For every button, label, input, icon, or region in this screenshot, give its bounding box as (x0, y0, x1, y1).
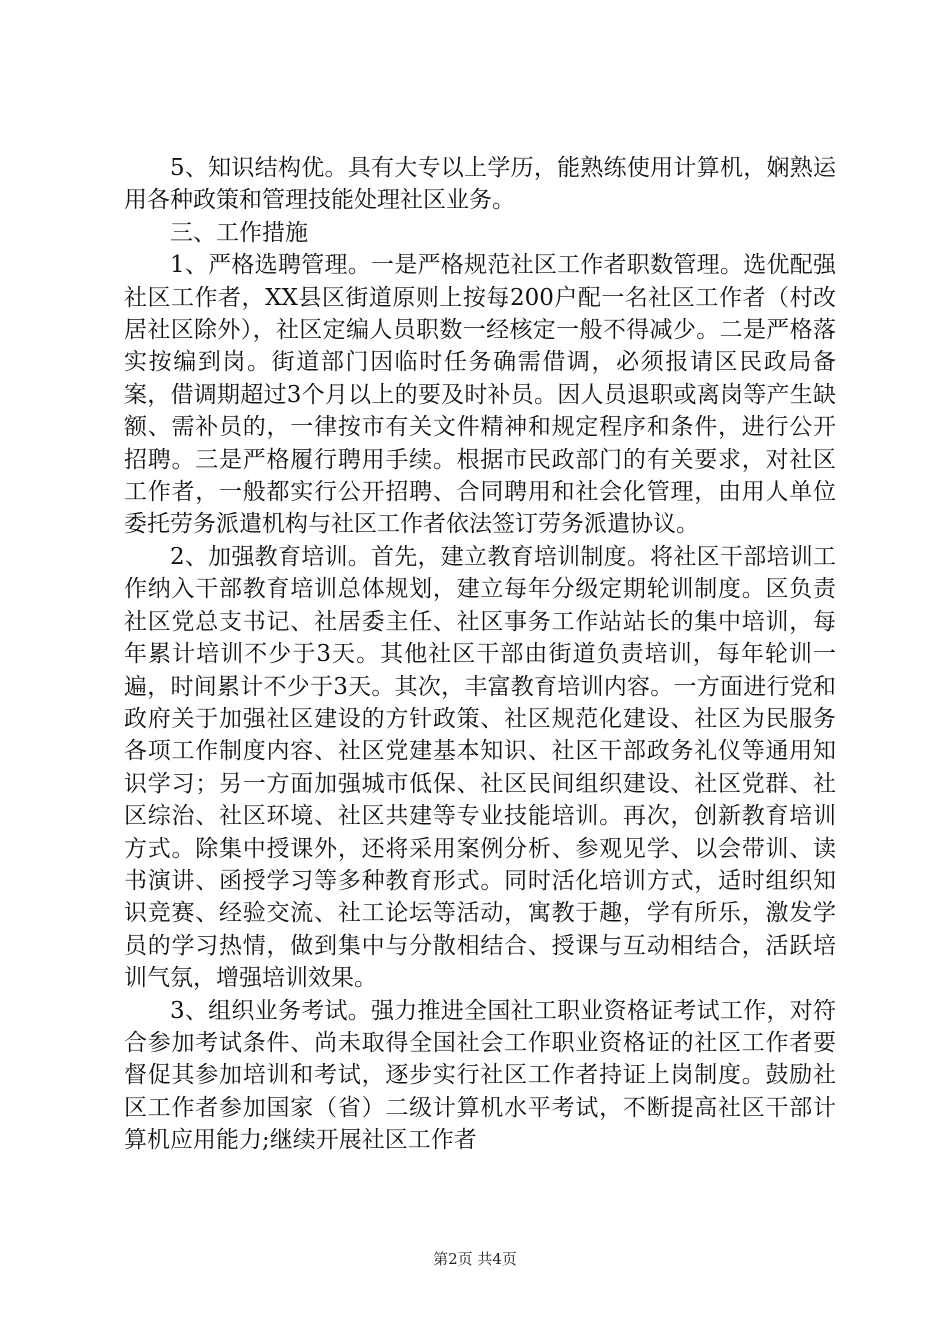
paragraph-knowledge-structure: 5、知识结构优。具有大专以上学历，能熟练使用计算机，娴熟运用各种政策和管理技能处理社区业务。 (124, 155, 836, 214)
page-footer: 第2页 共4页 (433, 1250, 517, 1268)
paragraph-education-training: 2、加强教育培训。首先，建立教育培训制度。将社区干部培训工作纳入干部教育培训总体规划，建立每年分级定期轮训制度。区负责社区党总支书记、社居委主任、社区事务工作站站长的集中培训，每年累计培训不少于3天。其他社区干部由街道负责培训，每年轮训一遍，时间累计不少于3天。其次，丰富教育培训内容。一方面进行党和政府关于加强社区建设的方针政策、社区规范化建设、社区为民服务各项工作制度内容、社区党建基本知识、社区干部政务礼仪等通用知识学习；另一方面加强城市低保、社区民间组织建设、社区党群、社区综治、社区环境、社区共建等专业技能培训。再次，创新教育培训方式。除集中授课外，还将采用案例分析、参观见学、以会带训、读书演讲、函授学习等多种教育形式。同时活化培训方式，适时组织知识竞赛、经验交流、社工论坛等活动，寓教于趣，学有所乐，激发学员的学习热情，做到集中与分散相结合、授课与互动相结合，活跃培训气氛，增强培训效果。 (124, 543, 836, 992)
body-text (124, 152, 836, 1157)
section-heading-work-measures: 三、工作措施 (170, 219, 308, 246)
paragraph-business-exams: 3、组织业务考试。强力推进全国社工职业资格证考试工作，对符合参加考试条件、尚未取得全国社会工作职业资格证的社区工作者要督促其参加培训和考试，逐步实行社区工作者持证上岗制度。鼓励社区工作者参加国家（省）二级计算机水平考试，不断提高社区干部计算机应用能力;继续开展社区工作者 (124, 997, 836, 1154)
paragraph-recruitment-management: 1、严格选聘管理。一是严格规范社区工作者职数管理。选优配强社区工作者，XX县区街道原则上按每200户配一名社区工作者（村改居社区除外），社区定编人员职数一经核定一般不得减少。二是严格落实按编到岗。街道部门因临时任务确需借调，必须报请区民政局备案，借调期超过3个月以上的要及时补员。因人员退职或离岗等产生缺额、需补员的，一律按市有关文件精神和规定程序和条件，进行公开招聘。三是严格履行聘用手续。根据市民政部门的有关要求，对社区工作者，一般都实行公开招聘、合同聘用和社会化管理，由用人单位委托劳务派遣机构与社区工作者依法签订劳务派遣协议。 (124, 252, 836, 538)
